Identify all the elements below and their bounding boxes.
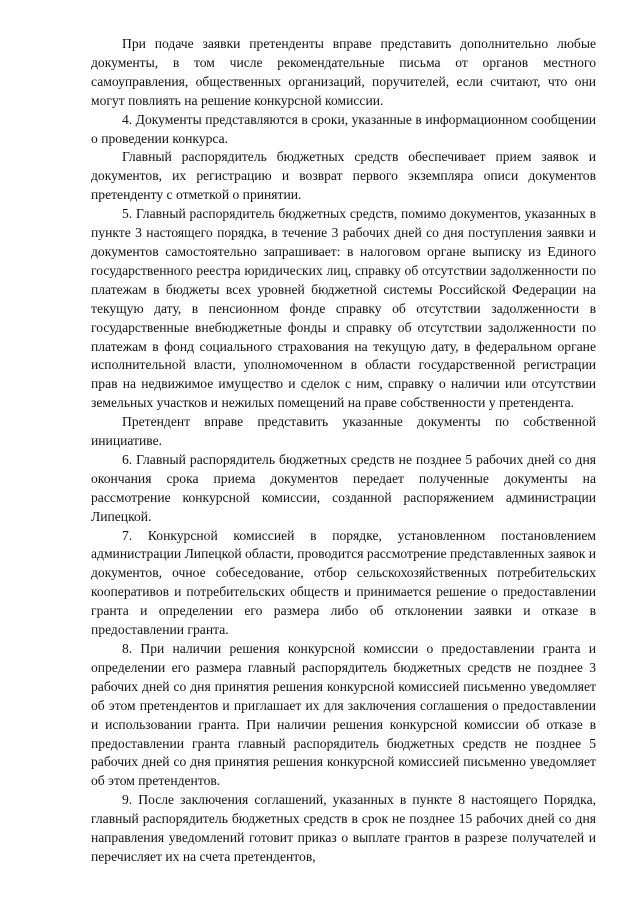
paragraph-item-6: 6. Главный распорядитель бюджетных средств не позднее 5 рабочих дней со дня окончания срока приема документов передает полученные документы на рассмотрение конкурсной комиссии, созданной распоряжением администрации Липецкой. [91,451,596,524]
paragraph-additional-documents: При подаче заявки претенденты вправе представить дополнительно любые документы, в том числе рекомендательные письма от органов местного самоуправления, общественных организаций, поручителей, если считают, что они могут повлиять на решение конкурсной комиссии. [91,36,596,108]
document-page [91,35,596,867]
paragraph-item-5: 5. Главный распорядитель бюджетных средств, помимо документов, указанных в пункте 3 настоящего порядка, в течение 3 рабочих дней со дня поступления заявки и документов самостоятельно запрашивает: в налоговом органе выписку из Единого государственного реестра юридических лиц, справку об отсутствии задолженности по платежам в бюджеты всех уровней бюджетной системы Российской Федерации на текущую дату, в пенсионном фонде справку об отсутствии задолженности в государственные внебюджетные фонды и справку об отсутствии задолженности по платежам в фонд социального страхования на текущую дату, в федеральном органе исполнительной власти, уполномоченном в области государственной регистрации прав на недвижимое имущество и сделок с ним, справку о наличии или отсутствии земельных участков и нежилых помещений на праве собственности у претендента. [91,206,596,411]
paragraph-item-8: 8. При наличии решения конкурсной комиссии о предоставлении гранта и определении его размера главный распорядитель бюджетных средств не позднее 3 рабочих дней со дня принятия решения конкурсной комиссией письменно уведомляет об этом претендентов и приглашает их для заключения соглашения о предоставлении и использовании гранта. При наличии решения конкурсной комиссии об отказе в предоставлении гранта главный распорядитель бюджетных средств не позднее 5 рабочих дней со дня принятия решения конкурсной комиссией письменно уведомляет об этом претендентов. [91,641,596,789]
paragraph-item-4: 4. Документы представляются в сроки, указанные в информационном сообщении о проведении конкурса. [91,111,596,146]
paragraph-own-initiative: Претендент вправе представить указанные документы по собственной инициативе. [91,414,596,449]
paragraph-registration: Главный распорядитель бюджетных средств обеспечивает прием заявок и документов, их регистрацию и возврат первого экземпляра описи документов претенденту с отметкой о принятии. [91,149,596,203]
paragraph-item-7: 7. Конкурсной комиссией в порядке, установленном постановлением администрации Липецкой области, проводится рассмотрение представленных заявок и документов, очное собеседование, отбор сельскохозяйственных потребительских кооперативов и потребительских обществ и принимается решение о предоставлении гранта и определении его размера либо об отклонении заявки и отказе в предоставлении гранта. [91,527,596,638]
paragraph-item-9: 9. После заключения соглашений, указанных в пункте 8 настоящего Порядка, главный распорядитель бюджетных средств в срок не позднее 15 рабочих дней со дня направления уведомлений готовит приказ о выплате грантов в разрезе получателей и перечисляет их на счета претендентов, [91,792,596,864]
